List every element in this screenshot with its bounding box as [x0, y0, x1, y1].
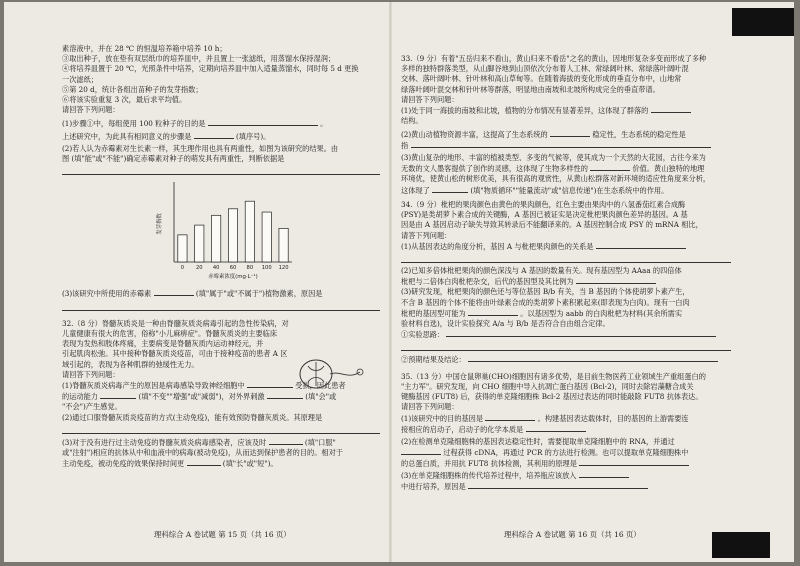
- spinal-cord-diagram: [294, 352, 366, 396]
- q32-1-text-e: (填"会"或: [305, 392, 337, 402]
- q34-exp-result-label: ②预期结果及结论：: [401, 355, 466, 365]
- q34-1-text: (1)从基因表达的角度分析，基因 A 与枇杷果肉颜色的关系是: [401, 241, 594, 251]
- footer-right: 理科综合 A 卷试题 第 16 页（共 16 页）: [504, 530, 641, 539]
- bar: [262, 212, 271, 262]
- intro-line: 请回答下列问题：: [62, 105, 120, 115]
- q33-3-text-d: (填"物质循环""能量流动"或"信息传递")在生态系统中的作用。: [470, 185, 669, 195]
- q31-1b-mid: (填序号)。: [235, 131, 271, 141]
- q33-3-line: 环境优，使黄山松的树形优美，具有很高的观赏性，从黄山松群落对新环境的适应性角度来分析，: [401, 174, 711, 184]
- q32-1-blank-2[interactable]: [100, 391, 136, 399]
- q35-title: 35.（13 分）中国仓鼠卵巢(CHO)细胞因有诸多优势，是目前生物医药工业领域生产重组蛋白的: [401, 371, 706, 381]
- q33-2-blank-2[interactable]: [411, 140, 711, 148]
- q32-3-blank-2[interactable]: [187, 458, 221, 466]
- q34-line: (PSY)是类胡萝卜素合成的关键酶，A 基因已被证实是决定枇杷果肉颜色差异的基因。A 基: [401, 210, 688, 220]
- q32-1-text-d: (填"不变""增强"或"减弱")，对外界刺激: [138, 392, 265, 402]
- q31-1-tail: 。: [320, 118, 328, 128]
- bar: [212, 216, 221, 263]
- q33-line: 33.（9 分）有着"五岳归来不看山，黄山归来不看岳"之名的黄山，因地形复杂多变而形成了多种: [401, 54, 707, 63]
- q31-2-line: 图 (填"能"或"不能")确定赤霉素对种子的萌发具有两重性，判断依据是: [62, 154, 285, 164]
- q31-3-text: (3)该研究中所使用的赤霉素: [62, 289, 152, 299]
- q35-1-text-c: 接相应的启动子，启动子的化学本质是: [401, 424, 524, 434]
- q35-2-line3: [401, 458, 731, 469]
- q35-2-line2: [401, 447, 731, 458]
- registration-mark-top-right: [732, 8, 794, 36]
- q34-2-line: (2)已知多倍体枇杷果肉的颜色深浅与 A 基因的数量有关。现有基因型为 AAaa 的四倍体: [401, 265, 682, 275]
- q34-line: 34.（9 分）枇杷的果肉颜色由黄色的果肉颜色，红色主要由果肉中的八氢番茄红素合成酶: [401, 199, 686, 209]
- gray-matter-shape: [308, 362, 324, 386]
- q32-line: 儿童健康有很大的危害，俗称"小儿麻痹症"。脊髓灰质炎的主要临床: [62, 328, 278, 338]
- q31-1: [62, 118, 380, 129]
- y-axis-label: 发芽指数: [157, 213, 163, 236]
- q34-exp-idea-label: ①实验思路：: [401, 330, 445, 340]
- q32-3-blank-1[interactable]: [269, 437, 303, 445]
- q34-exp-result-blank[interactable]: [468, 354, 718, 362]
- q34-exp-result: [401, 354, 731, 365]
- q31-1b-answer-blank[interactable]: [194, 131, 234, 139]
- q34-exp-idea-blank[interactable]: [446, 329, 716, 337]
- bar: [228, 209, 237, 262]
- q32-title: 32.（8 分）脊髓灰质炎是一种由脊髓灰质炎病毒引起的急性传染病，对: [62, 318, 289, 328]
- q32-line: 引起肌肉松弛。其中接种脊髓灰质炎疫苗，可由于接种疫苗的患者 A 区: [62, 349, 288, 359]
- q33-1-blank[interactable]: [651, 105, 691, 113]
- q31-1-text: (1)步骤①中，每组使用 100 粒种子的目的是: [62, 118, 206, 128]
- q34-line: 因是由 A 基因启动子缺失导致其转录后不能翻译来的。A 基因控制合成 PSY 的 mRNA 相比，: [401, 220, 703, 230]
- q31-3: [62, 288, 380, 299]
- q33-1: [401, 105, 731, 116]
- q33-1b: 结构。: [401, 116, 423, 126]
- q35-2-text: 过程获得 cDNA，再通过 PCR 的方法进行检测。也可以提取单克隆细胞株中: [443, 448, 689, 458]
- q33-2-text: (2)黄山动植物资源丰富，这提高了生态系统的: [401, 129, 548, 139]
- left-page: [62, 44, 380, 469]
- q32-1-text-b: 受损，因此患者: [295, 380, 346, 390]
- x-tick-label: 120: [278, 265, 289, 272]
- q35-3-text: (3)在单克隆细胞株的传代培养过程中，培养瓶应该放入: [401, 470, 577, 480]
- q35-3-blank-2[interactable]: [468, 481, 648, 489]
- q35-2-text-b: 的总蛋白质，并用抗 FUT8 抗体检测，其利用的原理是: [401, 459, 577, 469]
- q34-3-line: 不含 B 基因的个体不能将由叶绿素合成的类胡萝卜素积累起来(即表现为白肉)。现有一白肉: [401, 297, 690, 307]
- q33-3-blank-2[interactable]: [432, 185, 468, 193]
- q32-2: (2)通过口服脊髓灰质炎疫苗的方式(主动免疫)，能有效预防脊髓灰质炎。其原理是: [62, 412, 323, 422]
- q33-1-text: (1)处于同一海拔的南坡和北坡，植物的分布情况有显著差异，这体现了群落的: [401, 106, 649, 116]
- bar-chart-svg: [152, 178, 302, 286]
- q35-1-blank-1[interactable]: [485, 413, 535, 421]
- q31-1-answer-blank[interactable]: [208, 118, 318, 126]
- q31-3-answer-blank-1[interactable]: [154, 288, 194, 296]
- q34-exp-idea: [401, 329, 731, 340]
- q32-3-text-b: (填"口服": [304, 437, 336, 447]
- q35-line: 请回答下列问题：: [401, 402, 459, 412]
- q32-3-line: 或"注射")相应的抗体从中和血液中的病毒(被动免疫)，从而达到保护患者的目的。相对于: [62, 448, 343, 458]
- q35-2-blank-2[interactable]: [579, 458, 689, 466]
- q34-3-line3: [401, 308, 731, 319]
- exam-sheet: [4, 2, 794, 562]
- q33-3-blank-1[interactable]: [590, 163, 630, 171]
- q35-1-text-b: 。构建基因表达载体时，目的基因的上游需要连: [537, 413, 689, 423]
- q32-line: 请回答下列问题：: [62, 369, 120, 379]
- q34-3-text: 枇杷的基因型可能为: [401, 308, 466, 318]
- q32-1-blank-1[interactable]: [247, 380, 293, 388]
- q32-3-text-d: 主动免疫，被动免疫的效果保持时间更: [62, 459, 185, 469]
- x-tick-label: 0: [180, 265, 185, 272]
- q35-1-blank-2[interactable]: [526, 424, 586, 432]
- x-tick-label: 100: [261, 265, 272, 272]
- q33-3-text-c: 这体现了: [401, 185, 430, 195]
- q34-3-line: 验材料自选)，设计实验探究 A/a 与 B/b 是否符合自由组合定律。: [401, 319, 610, 329]
- bar: [279, 229, 288, 263]
- q34-line: 请答下列问题：: [401, 230, 452, 240]
- q32-1-text: (1)脊髓灰质炎病毒产生的原因是病毒感染导致神经细胞中: [62, 380, 245, 390]
- q35-line: "主力军"。研究发现，向 CHO 细胞中导入抗凋亡蛋白基因 (Bcl-2)，同时去除岩藻糖合成关: [401, 381, 694, 391]
- registration-mark-bottom-right: [712, 532, 770, 558]
- intro-line: ③取出种子，放在垫有双层纸巾的培养皿中，并且置上一张滤纸，用蒸馏水保持湿润；: [62, 54, 336, 64]
- q32-3-text-e: (填"长"或"短")。: [222, 459, 278, 469]
- intro-steps: [62, 44, 380, 116]
- q33-3-text-b: 价值。黄山独特的地理: [632, 164, 705, 174]
- x-tick-label: 20: [195, 265, 203, 272]
- bar: [178, 235, 187, 262]
- q33-2: [401, 129, 731, 140]
- q31-1b: [62, 131, 380, 142]
- intro-line: ⑤第 20 d，统计各组出苗种子的发芽指数；: [62, 84, 203, 94]
- q34-3-text-b: 。以基因型为 aabb 的白肉枇杷为材料(其余所需实: [520, 308, 683, 318]
- q34-1: [401, 241, 731, 252]
- gibberellin-chart: [152, 178, 302, 286]
- q34-2-line2: [401, 276, 731, 287]
- x-tick-label: 40: [212, 265, 220, 272]
- x-tick-label: 60: [229, 265, 237, 272]
- q33-2-text-b: 稳定性，生态系统的稳定性是: [592, 129, 686, 139]
- footer-left: 理科综合 A 卷试题 第 15 页（共 16 页）: [154, 530, 291, 539]
- right-page: [401, 54, 731, 492]
- q35-3: [401, 470, 731, 481]
- q32-line: 域引起的，表现为各种肌群的弛缓性无力。: [62, 359, 199, 369]
- q32-2-answer-line[interactable]: [62, 427, 380, 434]
- q33-line: 绿落叶阔叶混交林和针叶林等群落，明显地由南坡和北坡所构成完全的垂直带谱。: [401, 84, 660, 94]
- q32-3-text: (3)对于没有进行过主动免疫的脊髓灰质炎病毒感染者，应该及时: [62, 437, 267, 447]
- q32-3-end: [62, 458, 380, 469]
- q33-3-line: (3)黄山复杂的地形、丰富的植被类型、多变的气候等，使其成为一个天然的大花园，古往今来为: [401, 152, 706, 162]
- x-tick-label: 80: [246, 265, 254, 272]
- q34-3-blank[interactable]: [468, 308, 518, 316]
- q34-2-text: 枇杷与二倍体白肉枇杷杂交，后代的基因型及其比例为: [401, 277, 574, 287]
- q31-2-answer-line[interactable]: [62, 168, 380, 175]
- q35-line: 键酶基因 (FUT8) 后，获得的单克隆细胞株 Bcl-2 基因过表达的同时能敲除 FUT8 抗体表达。: [401, 392, 703, 402]
- intro-line: ④将培养皿置于 20 ℃，光照条件中培养，定期向培养皿中加入适量蒸馏水，同时每 5 d 更换: [62, 64, 359, 74]
- q32-3: [62, 437, 380, 448]
- q33-line: 请回答下列问题：: [401, 94, 459, 104]
- q35-3-text-b: 中进行培养，原因是: [401, 481, 466, 491]
- q32-1-end: "不会")产生感觉。: [62, 402, 122, 412]
- page-fold: [389, 2, 392, 562]
- q35-1-text: (1)该研究中的目的基因是: [401, 413, 484, 423]
- bar: [195, 225, 204, 262]
- q34-1-answer-line[interactable]: [401, 256, 731, 263]
- q32-1-text-c: 的运动能力: [62, 392, 98, 402]
- q33-3-text: 无数的文人墨客提供了创作的灵感，这体现了生物多样性的: [401, 164, 588, 174]
- q33-line: 多样的独特群落类型，从山脚谷地到山顶依次分布着人工林、常绿阔叶林、常绿落叶阔叶混: [401, 64, 689, 74]
- intro-line: ⑥将该实验重复 3 次，最后求平均值。: [62, 95, 187, 105]
- q33-3-line2: [401, 163, 731, 174]
- q35-1c: [401, 424, 731, 435]
- q34-exp-idea-line[interactable]: [401, 344, 731, 351]
- q31-3-mid: (填"属于"或"不属于")植物激素，原因是: [195, 289, 323, 299]
- q35-2-blank-1[interactable]: [401, 447, 441, 455]
- x-axis-label: 赤霉素浓度(mg·L⁻¹): [208, 274, 258, 281]
- q35-3-blank-1[interactable]: [579, 470, 629, 478]
- nerve-fiber: [330, 372, 360, 375]
- q35-3b: [401, 481, 731, 492]
- q31-2-line: (2)若人认为赤霉素对生长素一样，其生理作用也具有两重性，如图为该研究的结果。由: [62, 143, 339, 153]
- intro-line: 一次滤纸；: [62, 74, 98, 84]
- q33-3-line4: [401, 185, 731, 196]
- q34-1-blank[interactable]: [596, 241, 686, 249]
- intro-line: 素溶液中，并在 28 ℃ 的恒温培养箱中培养 10 h；: [62, 44, 227, 53]
- q32-line: 表现为发热和肢体疼痛，主要病变是脊髓灰质内运动神经元，并: [62, 339, 264, 349]
- q33-2-text-c: 指: [401, 140, 409, 150]
- q35-1: [401, 413, 731, 424]
- bar: [245, 202, 254, 263]
- q34-3-line: (3)研究发现，枇杷果肉的颜色还与等位基因 B/b 有关，当 B 基因的个体使胡萝卜素产生，: [401, 287, 690, 297]
- q31-3-answer-line[interactable]: [62, 304, 380, 311]
- q33-line: 交林、落叶阔叶林、针叶林和高山草甸等。在随着海拔的变化形成的垂直分布中，山地常: [401, 74, 682, 84]
- q31-1b-text: 上述研究中，为此具有相同意义的步骤是: [62, 131, 192, 141]
- q33-2-blank[interactable]: [550, 129, 590, 137]
- q33-2c: [401, 140, 731, 151]
- q35-2-line: (2)在检测单克隆细胞株的基因表达稳定性时，需要提取单克隆细胞中的 RNA，并通过: [401, 437, 675, 446]
- q34-2-blank[interactable]: [576, 276, 656, 284]
